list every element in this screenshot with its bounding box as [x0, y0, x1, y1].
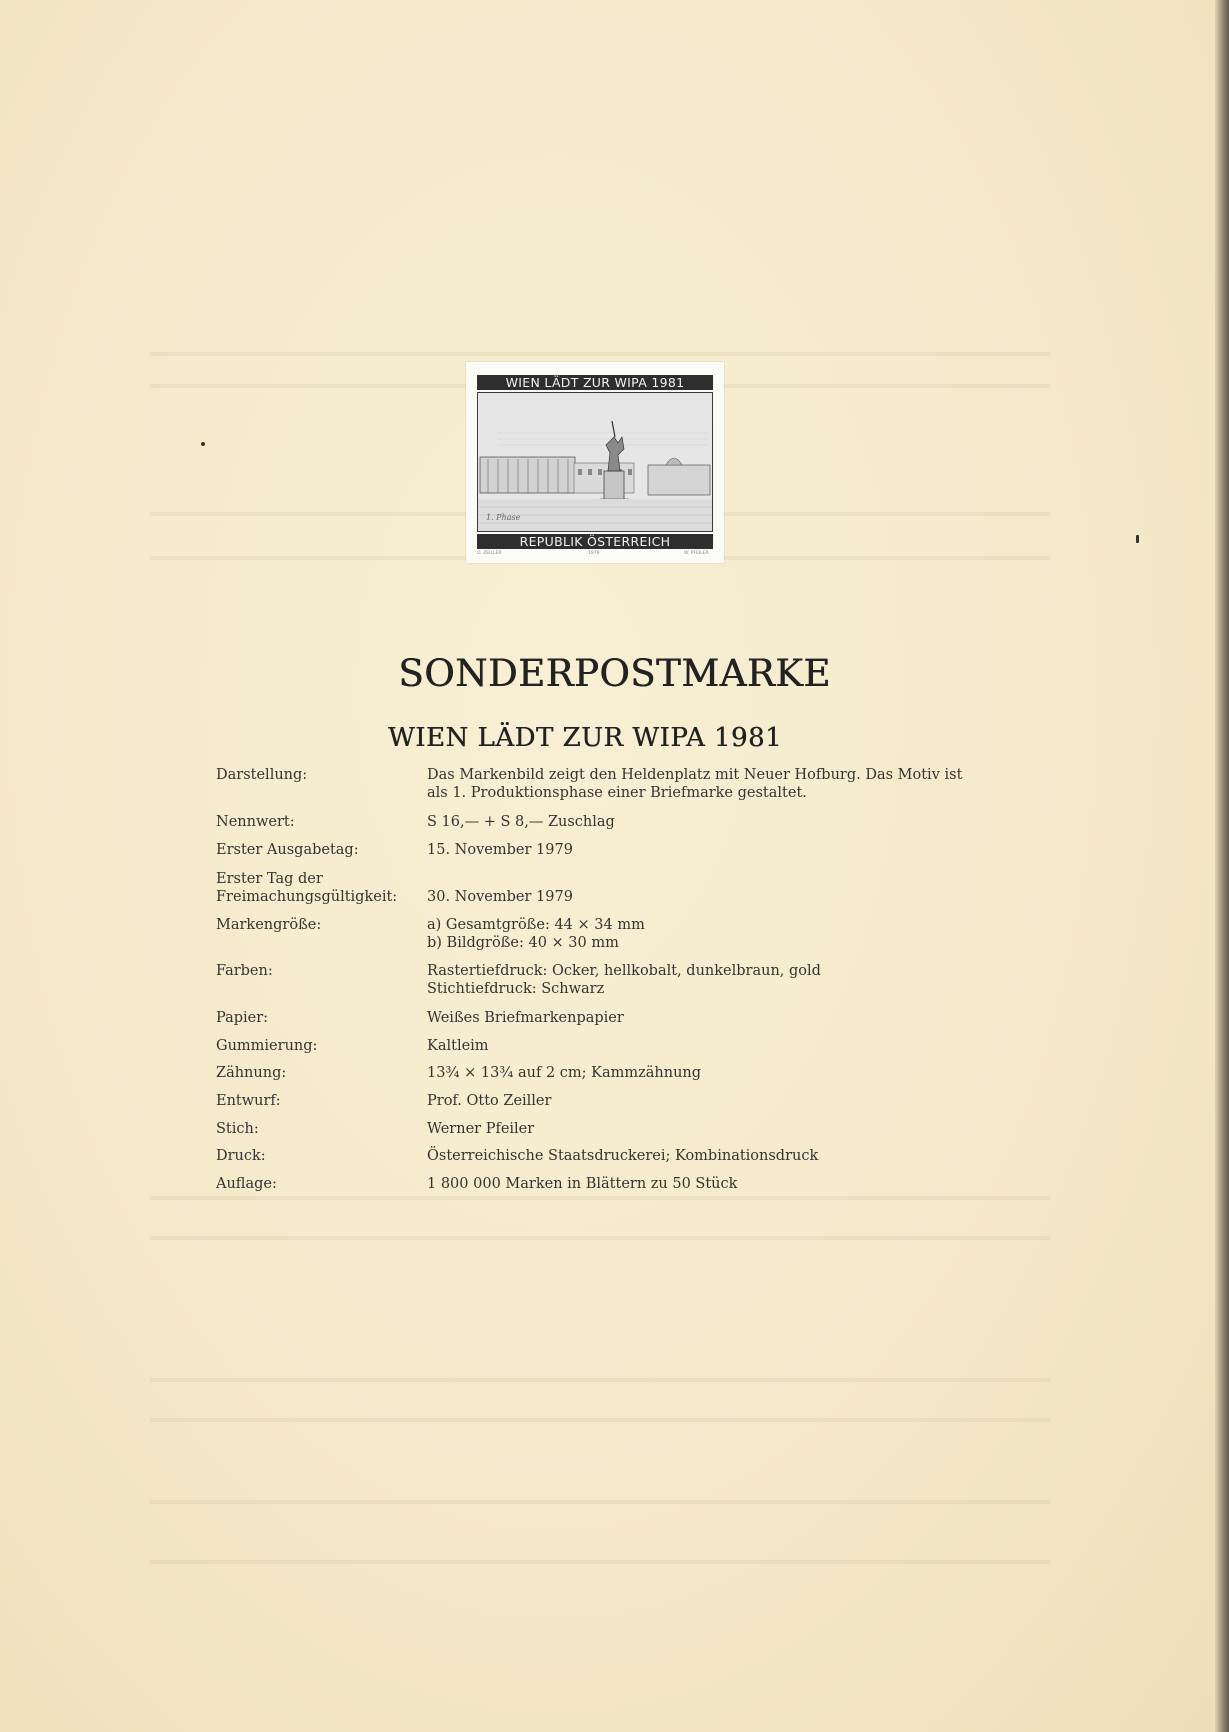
stamp-credit-year: 1979 — [588, 551, 600, 556]
spec-value-line — [427, 870, 997, 888]
show-through-line — [150, 1560, 1050, 1564]
spec-value: 15. November 1979 — [427, 842, 573, 858]
spec-value — [427, 766, 997, 802]
spec-value-line: Rastertiefdruck: Ocker, hellkobalt, dunkelbraun, gold — [427, 963, 821, 979]
page-title: SONDERPOSTMARKE — [398, 652, 831, 695]
show-through-line — [150, 1500, 1050, 1504]
spec-value: 13¾ × 13¾ auf 2 cm; Kammzähnung — [427, 1065, 702, 1081]
spec-value — [427, 870, 997, 906]
sheet-edge-shadow — [1215, 0, 1229, 1732]
spec-value: Kaltleim — [427, 1038, 489, 1054]
stamp-credit-designer: O. ZEILLER — [477, 551, 502, 556]
spec-value-line: als 1. Produktionsphase einer Briefmarke gestaltet. — [427, 785, 807, 801]
stamp-top-band: WIEN LÄDT ZUR WIPA 1981 — [477, 375, 713, 390]
spec-label-line: Erster Tag der — [216, 871, 323, 887]
spec-label: Druck: — [216, 1148, 266, 1164]
show-through-line — [150, 1418, 1050, 1422]
spec-label: Markengröße: — [216, 917, 322, 933]
show-through-line — [150, 352, 1050, 356]
show-through-line — [150, 1378, 1050, 1382]
spec-label: Darstellung: — [216, 767, 308, 783]
heldenplatz-illustration — [478, 393, 713, 532]
spec-label: Farben: — [216, 963, 273, 979]
spec-value: S 16,— + S 8,— Zuschlag — [427, 814, 615, 830]
stamp-signature: 1. Phase — [486, 513, 521, 522]
show-through-line — [150, 1236, 1050, 1240]
spec-value-line: Das Markenbild zeigt den Heldenplatz mit Neuer Hofburg. Das Motiv ist — [427, 767, 963, 783]
show-through-line — [150, 1196, 1050, 1200]
spec-value — [427, 916, 997, 952]
spec-value-line: 30. November 1979 — [427, 889, 573, 905]
page-subtitle: WIEN LÄDT ZUR WIPA 1981 — [387, 723, 783, 753]
spec-value: Österreichische Staatsdruckerei; Kombinationsdruck — [427, 1148, 819, 1164]
stamp-frame — [477, 375, 713, 551]
spec-value-line: b) Bildgröße: 40 × 30 mm — [427, 935, 619, 951]
spec-label: Auflage: — [216, 1176, 277, 1192]
speck — [201, 442, 205, 446]
stamp-bottom-band: REPUBLIK ÖSTERREICH — [477, 534, 713, 549]
spec-value: 1 800 000 Marken in Blättern zu 50 Stück — [427, 1176, 738, 1192]
spec-value: Prof. Otto Zeiller — [427, 1093, 552, 1109]
spec-label — [216, 870, 426, 906]
spec-label: Stich: — [216, 1121, 259, 1137]
spec-label: Nennwert: — [216, 814, 295, 830]
spec-label: Erster Ausgabetag: — [216, 842, 359, 858]
spec-label: Zähnung: — [216, 1065, 287, 1081]
spec-value — [427, 962, 997, 998]
stamp-proof — [466, 362, 724, 563]
spec-value-line: a) Gesamtgröße: 44 × 34 mm — [427, 917, 645, 933]
stamp-picture — [477, 392, 713, 532]
spec-value-line: Stichtiefdruck: Schwarz — [427, 981, 605, 997]
spec-value: Weißes Briefmarkenpapier — [427, 1010, 624, 1026]
spec-label: Entwurf: — [216, 1093, 281, 1109]
spec-label-line: Freimachungsgültigkeit: — [216, 889, 398, 905]
spec-label: Papier: — [216, 1010, 269, 1026]
stamp-credit-engraver: W. PFEILER — [684, 551, 709, 556]
spec-label: Gummierung: — [216, 1038, 318, 1054]
speck — [1136, 535, 1139, 543]
spec-value: Werner Pfeiler — [427, 1121, 535, 1137]
